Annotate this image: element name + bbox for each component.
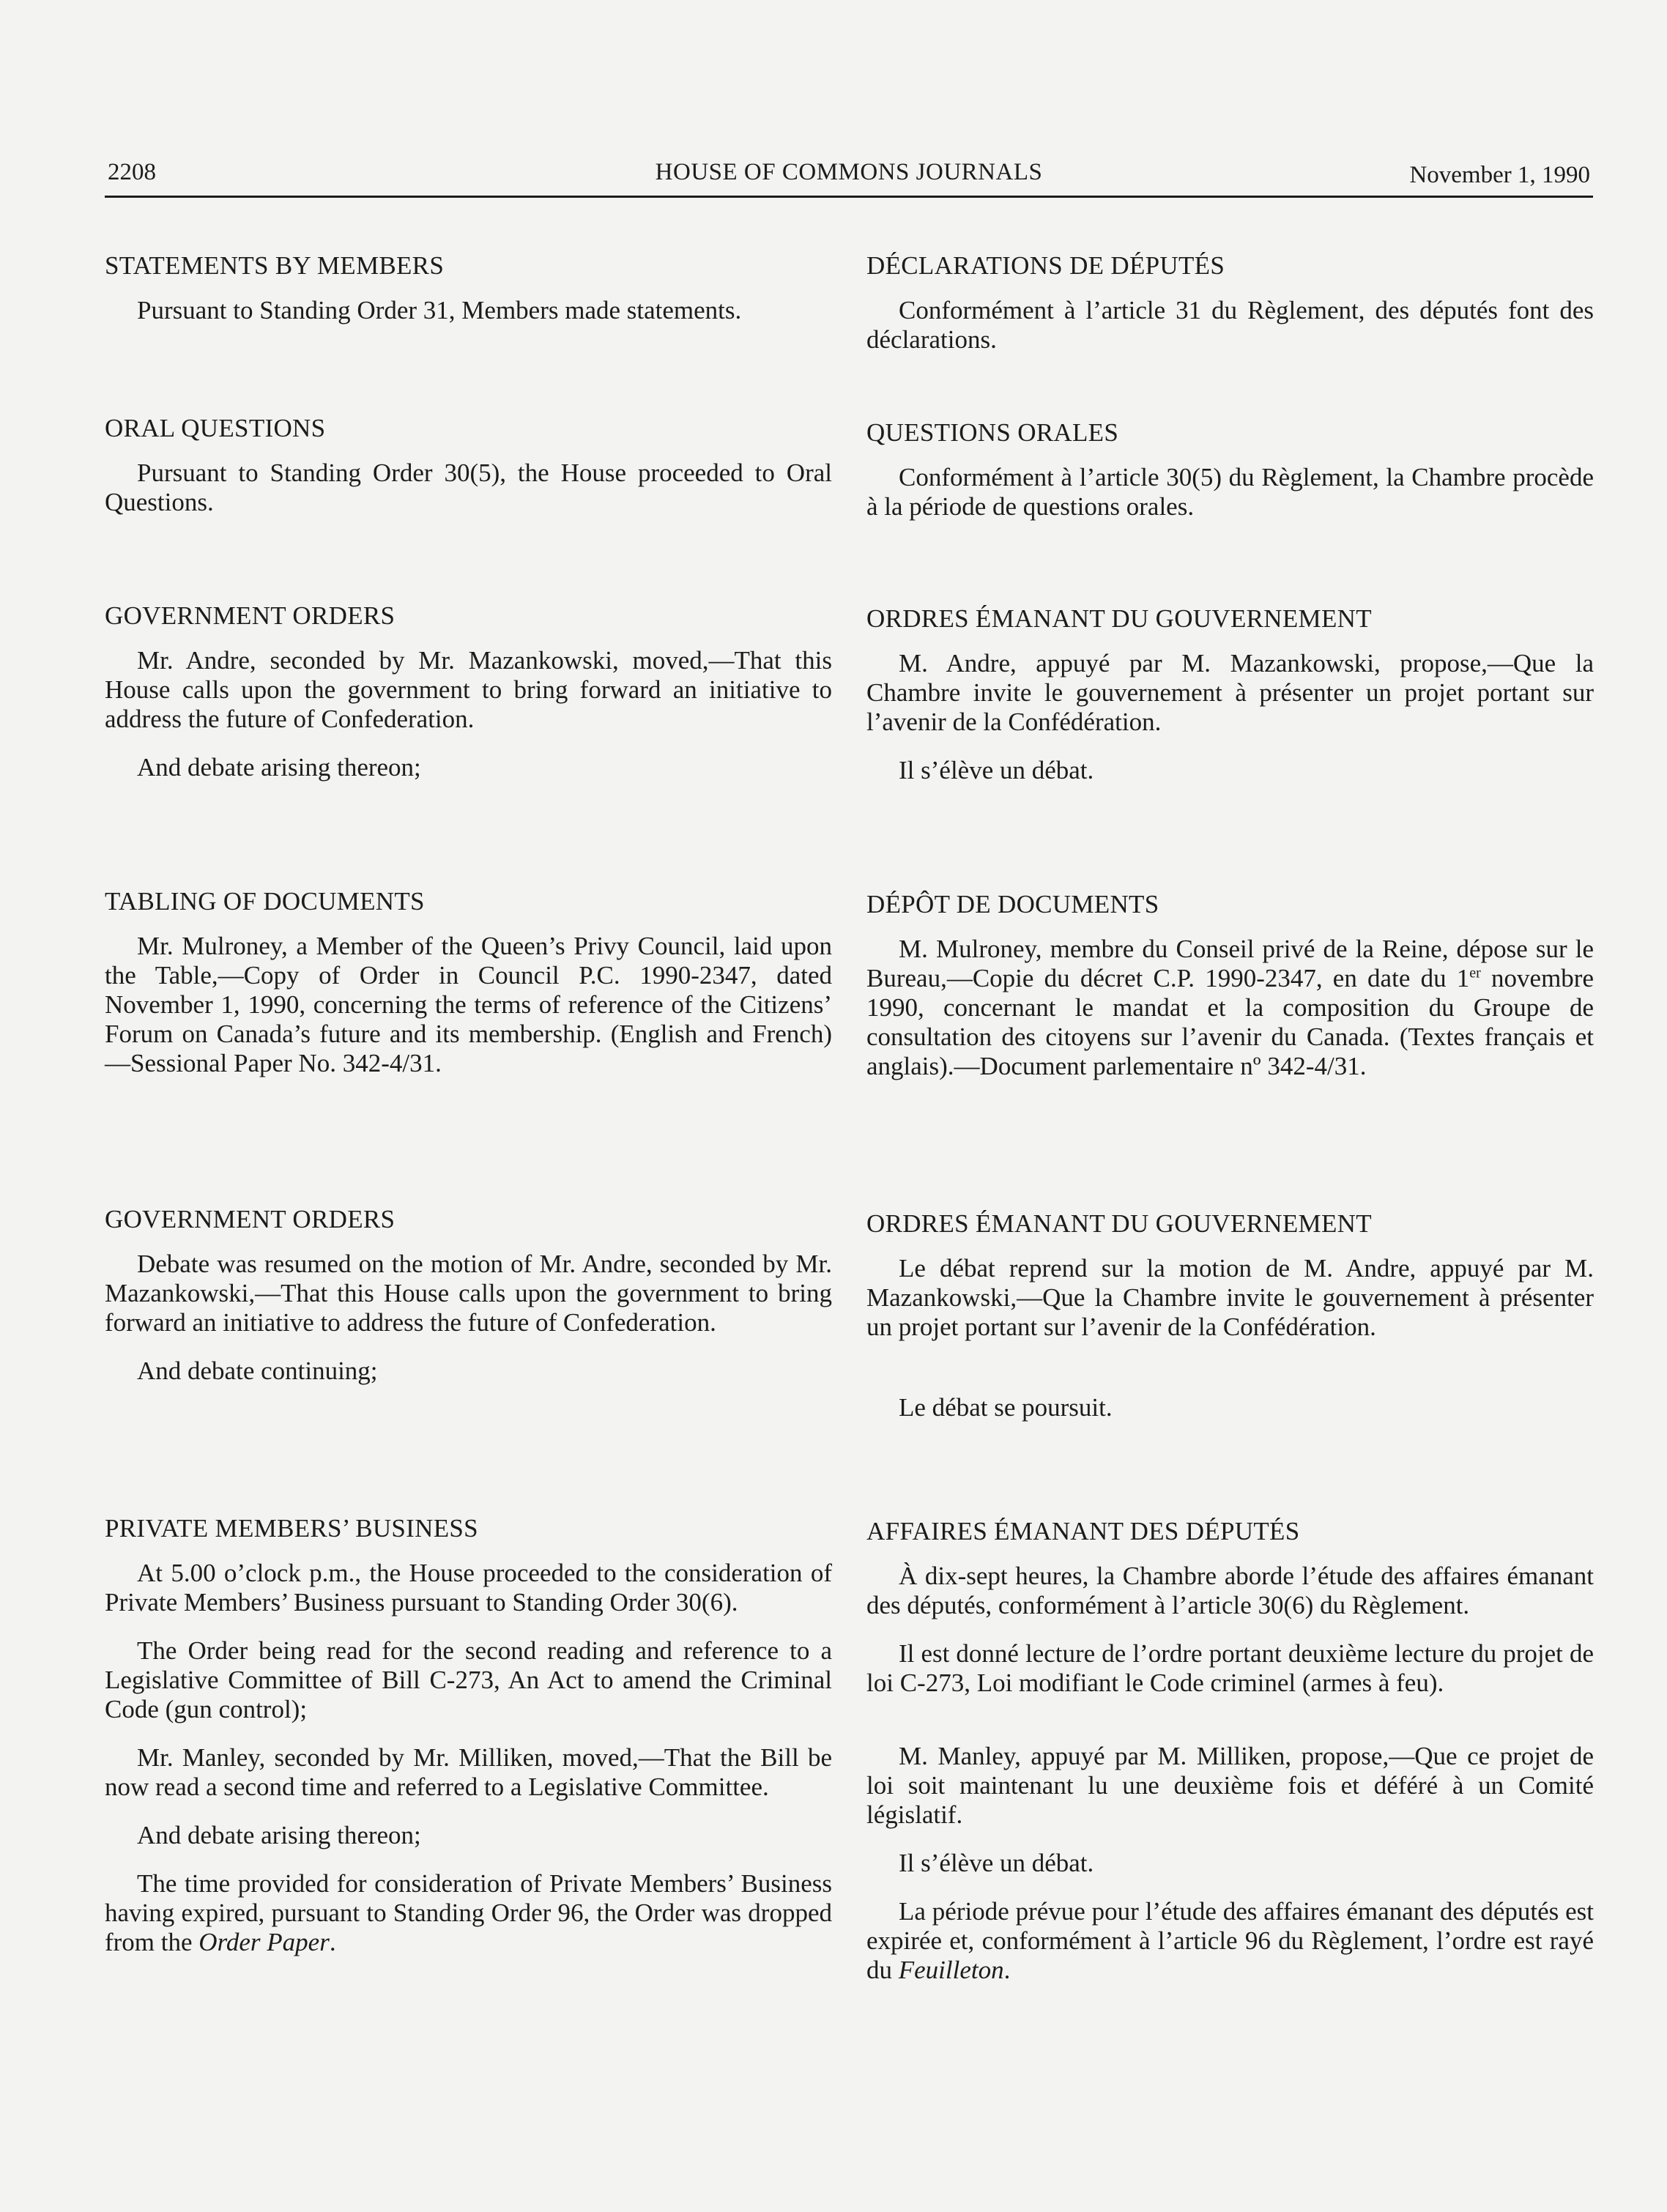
section-en-government-orders-resumed (105, 1203, 832, 1386)
section-en-tabling-documents (105, 885, 832, 1078)
section-paragraph: And debate continuing; (137, 1356, 378, 1385)
paragraph-text: The time provided for consideration of Private Members’ Business having expired, pursuant to Standing Order 96, the Order was dropped from the (105, 1869, 832, 1956)
section-paragraph: Il est donné lecture de l’ordre portant deuxième lecture du projet de loi C-273, Loi modifiant le Code criminel (armes à feu). (866, 1639, 1594, 1697)
ordinal-superscript: er (1469, 965, 1481, 981)
section-paragraph: Il s’élève un débat. (899, 756, 1094, 784)
section-paragraph: The Order being read for the second reading and reference to a Legislative Committee of Bill C-273, An Act to amend the Criminal Code (gun control); (105, 1636, 832, 1723)
section-paragraph: M. Mulroney, membre du Conseil privé de la Reine, dépose sur le Bureau,—Copie du décret C.P. 1990-2347, en date du 1er novembre 1990, concernant le mandat et la composition du Groupe de consultation des citoyens sur l’avenir du Canada. (Textes français et anglais).—Document parlementaire nº 342-4/31. (866, 935, 1594, 1080)
section-paragraph: Pursuant to Standing Order 30(5), the House proceeded to Oral Questions. (105, 459, 832, 516)
section-paragraph (866, 1897, 1594, 1985)
section-heading: STATEMENTS BY MEMBERS (105, 251, 445, 280)
section-heading: DÉPÔT DE DOCUMENTS (866, 890, 1159, 918)
section-en-private-members-business (105, 1512, 832, 1957)
section-paragraph: Pursuant to Standing Order 31, Members made statements. (137, 296, 742, 324)
section-heading: PRIVATE MEMBERS’ BUSINESS (105, 1514, 478, 1543)
section-paragraph: À dix-sept heures, la Chambre aborde l’étude des affaires émanant des députés, conformément à l’article 30(6) du Règlement. (866, 1562, 1594, 1619)
section-heading: QUESTIONS ORALES (866, 418, 1119, 447)
section-fr-declarations (866, 249, 1594, 355)
section-paragraph: At 5.00 o’clock p.m., the House proceeded to the consideration of Private Members’ Business pursuant to Standing Order 30(6). (105, 1559, 832, 1617)
section-en-government-orders (105, 599, 832, 782)
section-en-oral-questions (105, 412, 832, 517)
section-paragraph (105, 1869, 832, 1957)
section-paragraph: Conformément à l’article 31 du Règlement, des députés font des déclarations. (866, 296, 1594, 354)
journal-date: November 1, 1990 (1409, 162, 1590, 188)
section-heading: AFFAIRES ÉMANANT DES DÉPUTÉS (866, 1517, 1300, 1545)
italic-title: Order Paper (198, 1928, 330, 1956)
section-heading: TABLING OF DOCUMENTS (105, 887, 425, 916)
section-fr-depot-documents (866, 888, 1594, 1081)
page-header (105, 157, 1593, 198)
journal-title: HOUSE OF COMMONS JOURNALS (655, 159, 1043, 185)
section-heading: GOVERNMENT ORDERS (105, 1205, 396, 1233)
section-paragraph: Mr. Andre, seconded by Mr. Mazankowski, moved,—That this House calls upon the government to bring forward an initiative to address the future of Confederation. (105, 646, 832, 733)
paragraph-text: . (1003, 1956, 1011, 1984)
section-paragraph: Le débat se poursuit. (899, 1393, 1113, 1422)
italic-title: Feuilleton (898, 1956, 1004, 1984)
section-fr-ordres-gouvernement (866, 602, 1594, 785)
paragraph-text: . (329, 1928, 336, 1956)
section-heading: DÉCLARATIONS DE DÉPUTÉS (866, 251, 1225, 280)
section-paragraph: And debate arising thereon; (137, 1821, 421, 1849)
section-heading: ORDRES ÉMANANT DU GOUVERNEMENT (866, 1209, 1372, 1238)
section-heading: GOVERNMENT ORDERS (105, 601, 396, 630)
section-fr-ordres-gouvernement-reprise (866, 1207, 1594, 1422)
section-paragraph: And debate arising thereon; (137, 753, 421, 782)
section-paragraph: Mr. Manley, seconded by Mr. Milliken, moved,—That the Bill be now read a second time and referred to a Legislative Committee. (105, 1743, 832, 1801)
section-paragraph: Conformément à l’article 30(5) du Règlement, la Chambre procède à la période de questions orales. (866, 463, 1594, 521)
section-fr-questions-orales (866, 416, 1594, 522)
section-paragraph: Debate was resumed on the motion of Mr. Andre, seconded by Mr. Mazankowski,—That this House calls upon the government to bring forward an initiative to address the future of Confederation. (105, 1250, 832, 1337)
section-paragraph: M. Manley, appuyé par M. Milliken, propose,—Que ce projet de loi soit maintenant lu une deuxième fois et déféré à un Comité législatif. (866, 1742, 1594, 1829)
section-paragraph: Mr. Mulroney, a Member of the Queen’s Privy Council, laid upon the Table,—Copy of Order in Council P.C. 1990-2347, dated November 1, 1990, concerning the terms of reference of the Citizens’ Forum on Canada’s future and its membership. (English and French)—Sessional Paper No. 342-4/31. (105, 932, 832, 1077)
section-paragraph: M. Andre, appuyé par M. Mazankowski, propose,—Que la Chambre invite le gouvernement à présenter un projet portant sur l’avenir de la Confédération. (866, 649, 1594, 736)
section-heading: ORAL QUESTIONS (105, 414, 326, 442)
section-paragraph: Il s’élève un débat. (899, 1849, 1094, 1877)
section-fr-affaires-deputes (866, 1515, 1594, 1985)
section-en-statements (105, 249, 832, 325)
section-paragraph: Le débat reprend sur la motion de M. Andre, appuyé par M. Mazankowski,—Que la Chambre invite le gouvernement à présenter un projet portant sur l’avenir de la Confédération. (866, 1254, 1594, 1341)
page-number: 2208 (108, 159, 156, 185)
paragraph-text: La période prévue pour l’étude des affaires émanant des députés est expirée et, conformément à l’article 96 du Règlement, l’ordre est rayé du (866, 1897, 1594, 1984)
section-heading: ORDRES ÉMANANT DU GOUVERNEMENT (866, 604, 1372, 633)
